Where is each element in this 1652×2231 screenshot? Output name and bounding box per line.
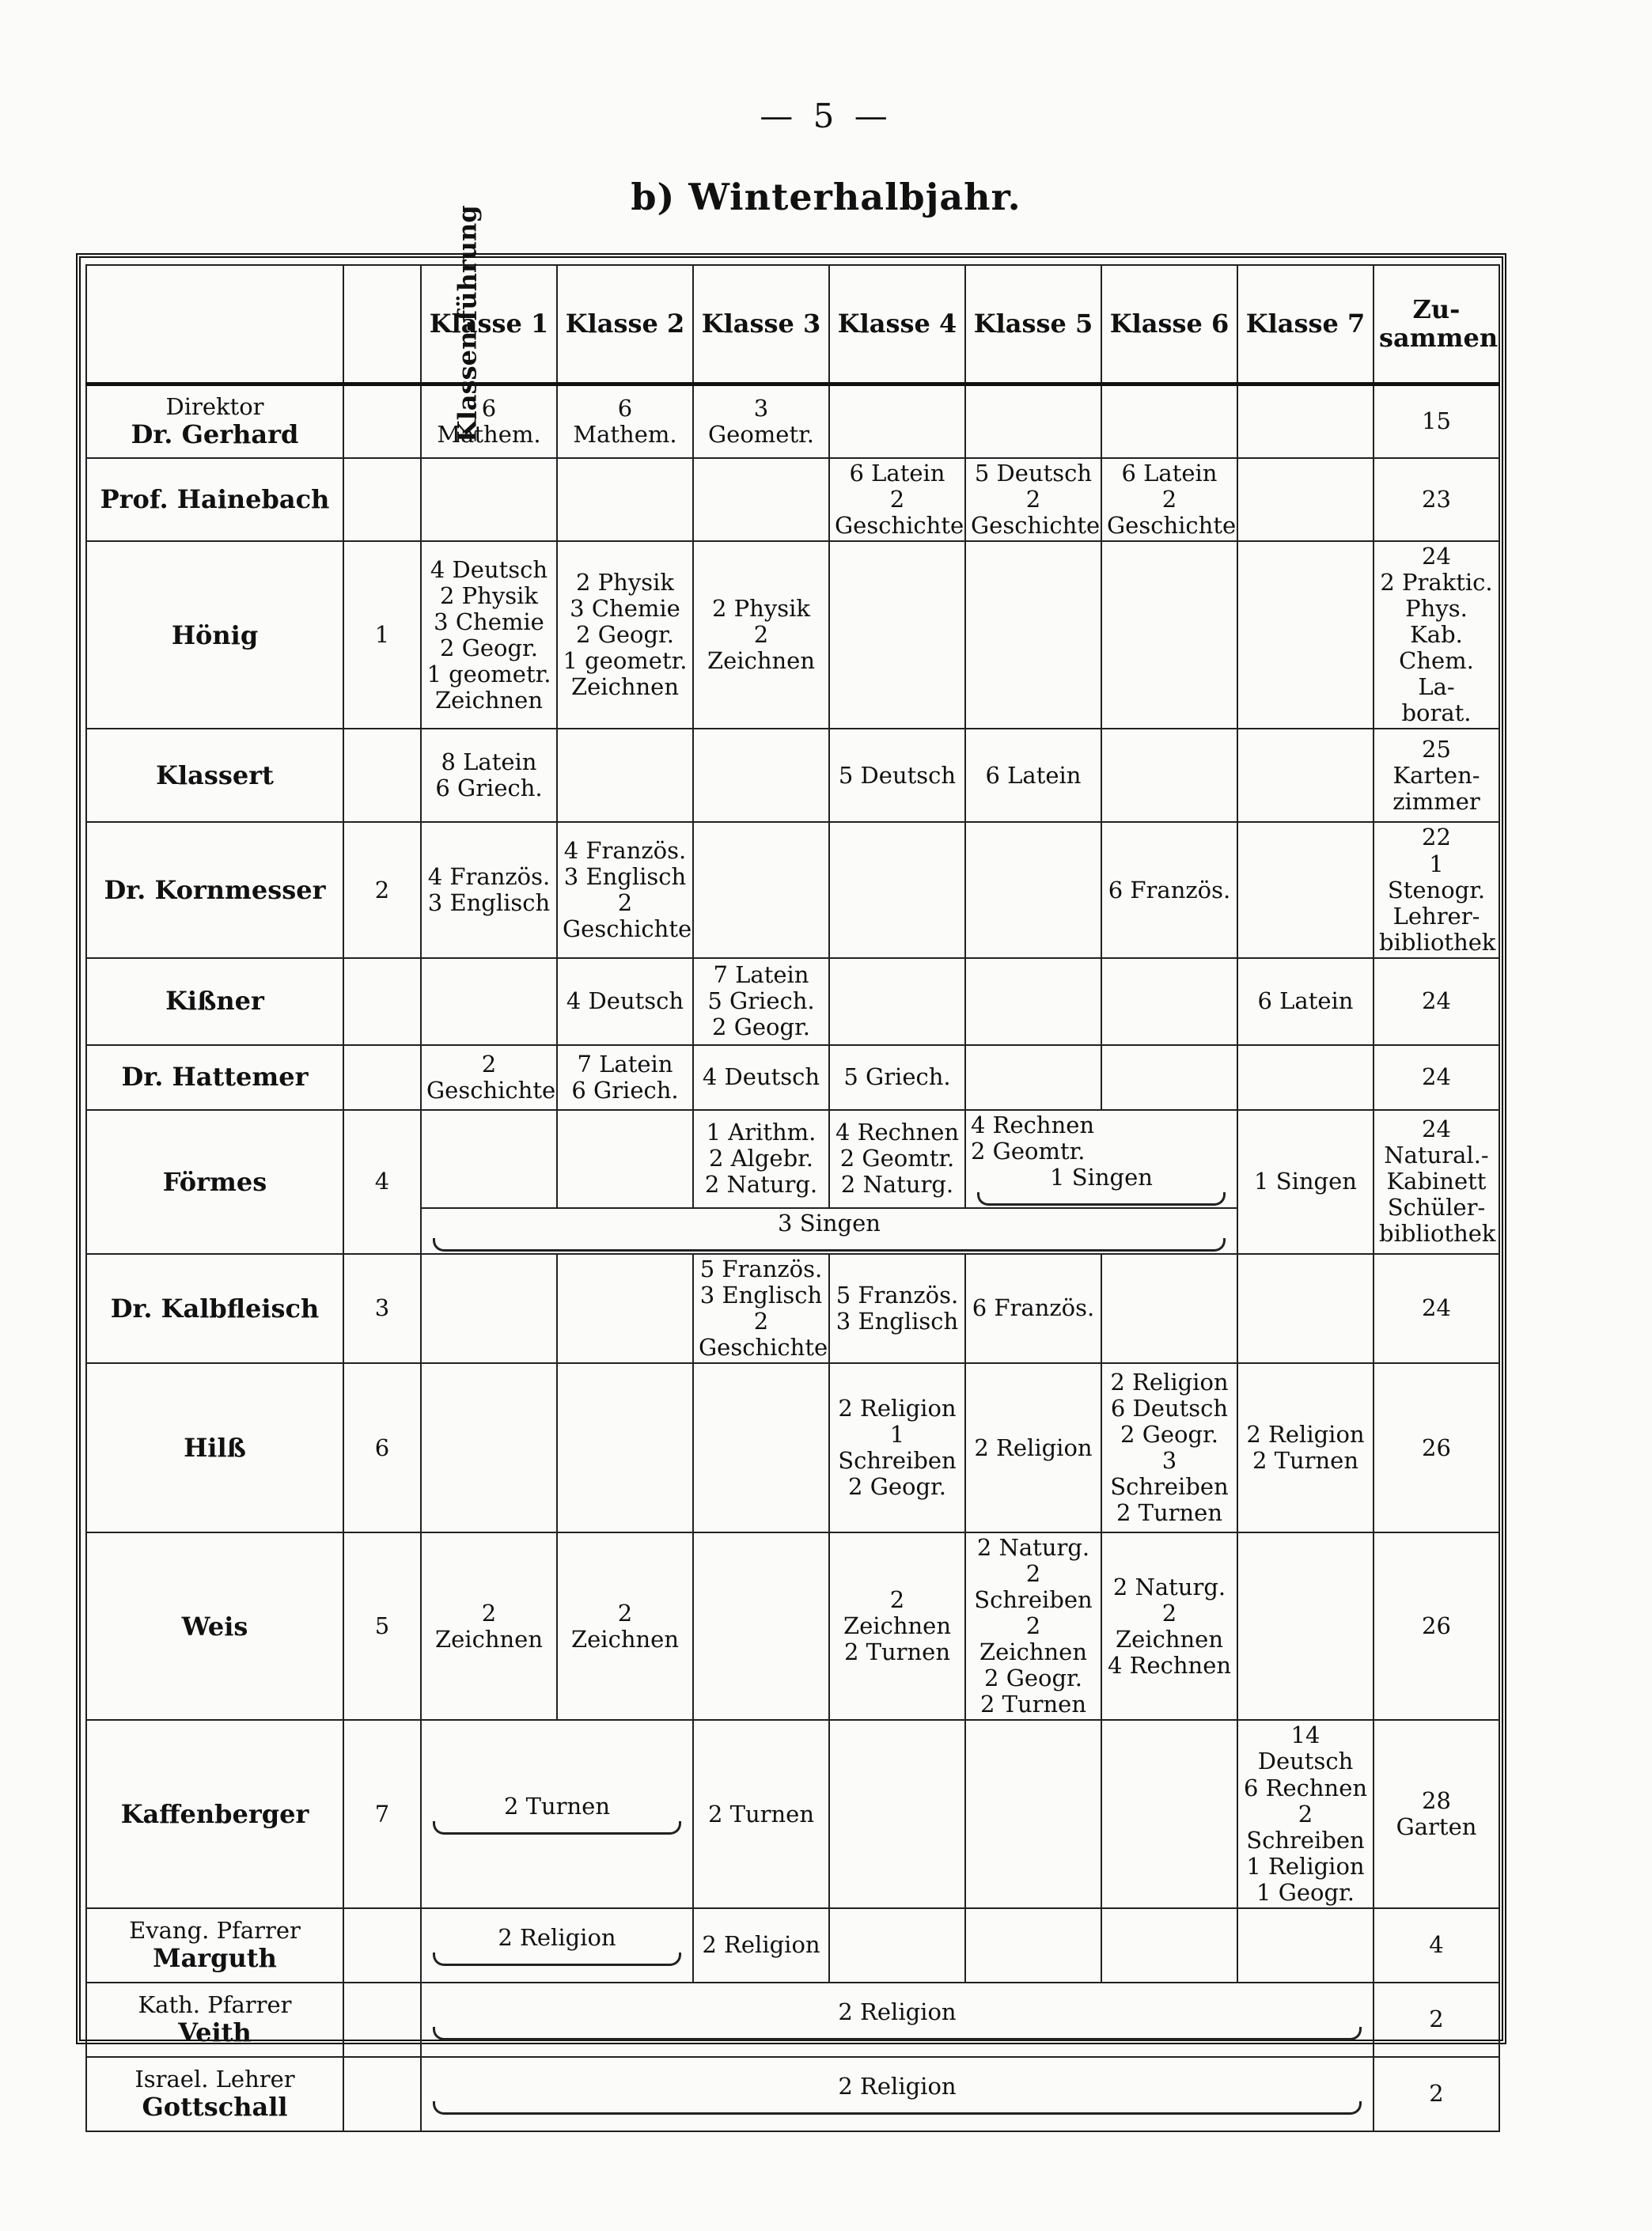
total-cell: 2 [1374,1983,1499,2057]
klasse-4-cell [829,384,965,458]
klasse-7-cell: 2 Religion 2 Turnen [1237,1363,1374,1532]
table-row [86,1720,1499,1907]
klasse-5-cell [965,1908,1101,1983]
total-cell: 24 2 Praktic. Phys. Kab. Chem. La- borat. [1374,541,1499,729]
klasse-3-cell: 2 Religion [693,1908,829,1983]
klassenfuehrung-cell [343,729,421,822]
klasse-2-cell [557,729,693,822]
klasse-1-cell: 4 Deutsch 2 Physik 3 Chemie 2 Geogr. 1 geometr. Zeichnen [421,541,557,729]
klasse-7-cell [1237,458,1374,541]
total-cell: 22 1 Stenogr. Lehrer- bibliothek [1374,822,1499,957]
klasse-5-cell: 2 Religion [965,1363,1101,1532]
total-cell: 28 Garten [1374,1720,1499,1907]
klasse-1-cell: 6 Mathem. [421,384,557,458]
teacher-cell: Kath. Pfarrer Veith [86,1983,343,2057]
klasse-6-cell [1101,1254,1237,1363]
klasse-7-cell [1237,729,1374,822]
klasse-2-cell [557,1254,693,1363]
header-klasse-6: Klasse 6 [1101,265,1237,384]
page-number: — 5 — [760,97,892,135]
klasse-6-cell [1101,729,1237,822]
teacher-cell: Hilß [86,1363,343,1532]
header-klasse-2: Klasse 2 [557,265,693,384]
table-row [86,1110,1499,1208]
total-cell: 25 Karten- zimmer [1374,729,1499,822]
table-row [86,458,1499,541]
klasse-3-cell: 3 Geometr. [693,384,829,458]
brace-mark [977,1192,1226,1206]
klasse-1-5-span-cell [421,1208,1237,1254]
header-klasse-7: Klasse 7 [1237,265,1374,384]
klasse-7-cell [1237,1254,1374,1363]
klasse-6-cell: 2 Naturg. 2 Zeichnen 4 Rechnen [1101,1532,1237,1720]
teacher-cell: Dr. Kalbfleisch [86,1254,343,1363]
klasse-6-cell [1101,1908,1237,1983]
klasse-1-cell [421,958,557,1045]
klassenfuehrung-cell: 5 [343,1532,421,1720]
brace-mark [433,2027,1362,2040]
klassenfuehrung-cell [343,958,421,1045]
teacher-cell: Evang. Pfarrer Marguth [86,1908,343,1983]
klasse-6-cell: 6 Französ. [1101,822,1237,957]
klasse-5-cell [965,384,1101,458]
table-row [86,958,1499,1045]
header-teacher [86,265,343,384]
klasse-3-cell: 7 Latein 5 Griech. 2 Geogr. [693,958,829,1045]
table-row [86,1983,1499,2057]
header-klasse-4: Klasse 4 [829,265,965,384]
table-row [86,2057,1499,2131]
klassenfuehrung-cell [343,384,421,458]
klasse-3-cell [693,729,829,822]
klasse-3-cell [693,458,829,541]
klasse-3-cell: 2 Turnen [693,1720,829,1907]
klasse-1-2-religion: 2 Religion [498,1923,616,1951]
klasse-4-cell: 2 Religion 1 Schreiben 2 Geogr. [829,1363,965,1532]
header-klasse-1: Klasse 1 [421,265,557,384]
total-cell: 23 [1374,458,1499,541]
klassenfuehrung-cell [343,1983,421,2057]
header-klasse-5: Klasse 5 [965,265,1101,384]
klasse-5-cell [965,1045,1101,1110]
klasse-1-cell: 8 Latein 6 Griech. [421,729,557,822]
klasse-4-cell [829,958,965,1045]
klasse-1-5-singen: 3 Singen [778,1209,881,1237]
klasse-7-cell [1237,822,1374,957]
klassenfuehrung-cell: 1 [343,541,421,729]
table-row [86,1045,1499,1110]
table-row [86,1532,1499,1720]
total-cell: 24 Natural.- Kabinett Schüler- bibliothek [1374,1110,1499,1254]
header-klassenfuehrung: Klassen-führung [343,265,421,384]
total-cell: 2 [1374,2057,1499,2131]
klassenfuehrung-cell: 6 [343,1363,421,1532]
klasse-5-cell: 5 Deutsch 2 Geschichte [965,458,1101,541]
klasse-2-cell: 2 Physik 3 Chemie 2 Geogr. 1 geometr. Zeichnen [557,541,693,729]
klasse-1-cell [421,1110,557,1208]
klasse-7-cell [1237,1532,1374,1720]
klasse-3-cell: 4 Deutsch [693,1045,829,1110]
klasse-2-cell: 4 Französ. 3 Englisch 2 Geschichte [557,822,693,957]
klasse-1-7-span-cell [421,2057,1374,2131]
schedule-table [85,205,1500,2132]
klasse-1-cell [421,1363,557,1532]
klasse-5-lines: 4 Rechnen 2 Geomtr. [971,1111,1095,1165]
brace-mark [433,1238,1226,1252]
header-klasse-3: Klasse 3 [693,265,829,384]
header-zusammen: Zu-sammen [1374,265,1499,384]
klasse-4-cell [829,541,965,729]
klasse-5-cell: 2 Naturg. 2 Schreiben 2 Zeichnen 2 Geogr. 2 Turnen [965,1532,1101,1720]
klasse-3-cell [693,822,829,957]
klasse-3-cell: 5 Französ. 3 Englisch 2 Geschichte [693,1254,829,1363]
teacher-cell: Hönig [86,541,343,729]
klasse-5-cell [965,1720,1101,1907]
teacher-cell: Direktor Dr. Gerhard [86,384,343,458]
teacher-cell: Prof. Hainebach [86,458,343,541]
klasse-2-cell: 6 Mathem. [557,384,693,458]
klasse-2-cell: 2 Zeichnen [557,1532,693,1720]
klasse-5-6-cell [965,1110,1237,1208]
klasse-4-cell [829,1720,965,1907]
klassenfuehrung-cell [343,458,421,541]
teacher-cell: Klassert [86,729,343,822]
brace-mark [433,1821,681,1835]
total-cell: 26 [1374,1363,1499,1532]
klasse-7-cell [1237,541,1374,729]
klasse-5-cell [965,958,1101,1045]
klasse-5-6-singen: 1 Singen [1050,1163,1153,1191]
klassenfuehrung-cell: 4 [343,1110,421,1254]
klasse-7-cell [1237,1908,1374,1983]
klasse-1-cell [421,1254,557,1363]
table-row [86,541,1499,729]
klasse-1-2-span-cell [421,1720,693,1907]
klasse-7-cell [1237,1045,1374,1110]
brace-mark [433,2101,1362,2115]
table-row [86,822,1499,957]
klassenfuehrung-cell [343,1045,421,1110]
klasse-4-cell: 5 Französ. 3 Englisch [829,1254,965,1363]
brace-mark [433,1953,681,1966]
klasse-7-cell: 1 Singen [1237,1110,1374,1254]
klasse-6-cell [1101,384,1237,458]
teacher-cell: Dr. Kornmesser [86,822,343,957]
total-cell: 4 [1374,1908,1499,1983]
total-cell: 15 [1374,384,1499,458]
table-row [86,1363,1499,1532]
section-heading: b) Winterhalbjahr. [631,176,1021,218]
klasse-1-2-span-cell [421,1908,693,1983]
klassenfuehrung-cell [343,1908,421,1983]
klasse-1-7-religion: 2 Religion [838,2072,957,2100]
klasse-2-cell: 4 Deutsch [557,958,693,1045]
klasse-4-cell [829,822,965,957]
klasse-5-cell: 6 Latein [965,729,1101,822]
klasse-4-cell: 4 Rechnen 2 Geomtr. 2 Naturg. [829,1110,965,1208]
teacher-cell: Israel. Lehrer Gottschall [86,2057,343,2131]
klasse-6-cell [1101,1045,1237,1110]
klasse-1-2-turnen: 2 Turnen [503,1793,611,1820]
klasse-5-cell: 6 Französ. [965,1254,1101,1363]
teacher-cell: Kißner [86,958,343,1045]
klasse-6-cell: 2 Religion 6 Deutsch 2 Geogr. 3 Schreiben 2 Turnen [1101,1363,1237,1532]
klasse-7-cell: 14 Deutsch 6 Rechnen 2 Schreiben 1 Religion 1 Geogr. [1237,1720,1374,1907]
klasse-6-cell [1101,1720,1237,1907]
klassenfuehrung-cell: 7 [343,1720,421,1907]
klasse-2-cell [557,1363,693,1532]
klasse-1-7-span-cell [421,1983,1374,2057]
table-row [86,729,1499,822]
klasse-6-cell [1101,541,1237,729]
teacher-cell: Dr. Hattemer [86,1045,343,1110]
klasse-7-cell [1237,384,1374,458]
klasse-1-cell [421,458,557,541]
klasse-3-cell: 2 Physik 2 Zeichnen [693,541,829,729]
table-row [86,1908,1499,1983]
klasse-4-cell: 5 Deutsch [829,729,965,822]
total-cell: 24 [1374,958,1499,1045]
klasse-7-cell: 6 Latein [1237,958,1374,1045]
header-row [86,265,1499,384]
klasse-6-cell [1101,958,1237,1045]
klasse-4-cell: 2 Zeichnen 2 Turnen [829,1532,965,1720]
klasse-5-cell [965,541,1101,729]
klasse-2-cell [557,458,693,541]
klasse-3-cell: 1 Arithm. 2 Algebr. 2 Naturg. [693,1110,829,1208]
klasse-2-cell: 7 Latein 6 Griech. [557,1045,693,1110]
klassenfuehrung-cell: 2 [343,822,421,957]
total-cell: 24 [1374,1254,1499,1363]
klasse-1-7-religion: 2 Religion [838,1998,957,2025]
klasse-1-cell: 4 Französ. 3 Englisch [421,822,557,957]
klasse-6-cell: 6 Latein 2 Geschichte [1101,458,1237,541]
table-row [86,384,1499,458]
teacher-cell: Weis [86,1532,343,1720]
teacher-cell: Kaffenberger [86,1720,343,1907]
total-cell: 24 [1374,1045,1499,1110]
klasse-4-cell: 6 Latein 2 Geschichte [829,458,965,541]
klasse-2-cell [557,1110,693,1208]
klasse-1-cell: 2 Geschichte [421,1045,557,1110]
klasse-4-cell: 5 Griech. [829,1045,965,1110]
klassenfuehrung-cell [343,2057,421,2131]
klassenfuehrung-cell: 3 [343,1254,421,1363]
klasse-1-cell: 2 Zeichnen [421,1532,557,1720]
teacher-cell: Förmes [86,1110,343,1254]
klasse-3-cell [693,1363,829,1532]
total-cell: 26 [1374,1532,1499,1720]
klasse-5-cell [965,822,1101,957]
table-row [86,1254,1499,1363]
klasse-4-cell [829,1908,965,1983]
klasse-3-cell [693,1532,829,1720]
